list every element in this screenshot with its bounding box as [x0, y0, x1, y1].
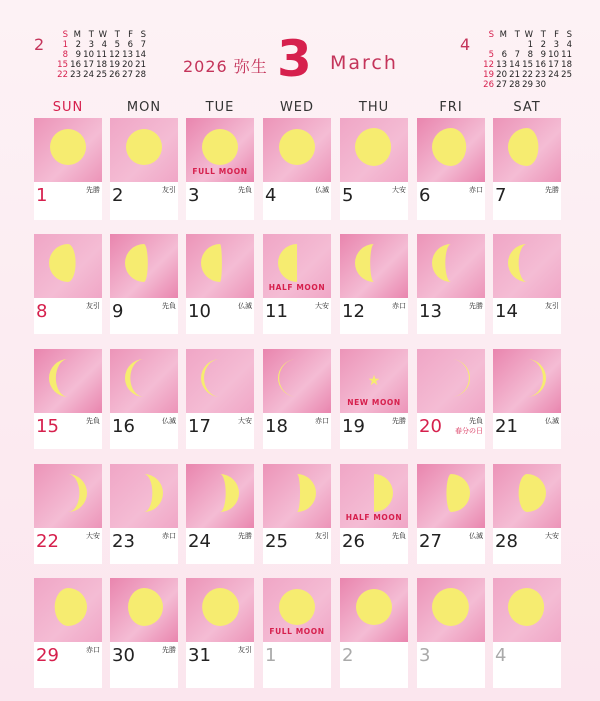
mini-day: 26 — [109, 70, 120, 80]
day-cell[interactable] — [493, 464, 561, 564]
rokuyo-label: 仏滅 — [238, 302, 252, 310]
moon-phase-icon — [125, 359, 163, 397]
moon-phase-icon — [278, 474, 316, 512]
day-number: 19 — [342, 416, 365, 437]
mini-day: 1 — [62, 40, 68, 50]
mini-day: 4 — [101, 40, 107, 50]
day-cell[interactable] — [263, 234, 331, 334]
weekday-wed: WED — [279, 100, 315, 115]
mini-dow: S — [140, 30, 146, 40]
weekday-mon: MON — [126, 100, 162, 115]
mini-day: 6 — [127, 40, 133, 50]
day-cell[interactable] — [263, 578, 331, 688]
moon-tile — [186, 464, 254, 528]
moon-phase-icon — [278, 244, 316, 282]
rokuyo-label: 友引 — [315, 532, 329, 540]
day-number: 31 — [188, 645, 211, 666]
moon-tile — [263, 578, 331, 642]
mini-day: 15 — [522, 60, 533, 70]
month-english: March — [330, 52, 398, 74]
rokuyo-label: 赤口 — [469, 186, 483, 194]
mini-day: 17 — [83, 60, 94, 70]
moon-tile — [263, 118, 331, 182]
mini-day: 15 — [57, 60, 68, 70]
weekday-header-row — [34, 100, 566, 116]
moon-tile — [340, 234, 408, 298]
moon-tile — [110, 234, 178, 298]
mini-day: 22 — [57, 70, 68, 80]
moon-tile — [493, 234, 561, 298]
mini-day: 29 — [522, 80, 533, 90]
mini-day: 12 — [109, 50, 120, 60]
moon-phase-icon — [49, 474, 87, 512]
rokuyo-label: 赤口 — [162, 532, 176, 540]
mini-day: 5 — [114, 40, 120, 50]
day-number: 16 — [112, 416, 135, 437]
mini-day: 2 — [540, 40, 546, 50]
mini-day: 27 — [122, 70, 133, 80]
moon-tile — [493, 578, 561, 642]
moon-phase-icon — [201, 474, 239, 512]
day-cell[interactable] — [263, 349, 331, 449]
rokuyo-label: 友引 — [86, 302, 100, 310]
mini-dow: T — [88, 30, 94, 40]
rokuyo-label: 赤口 — [315, 417, 329, 425]
mini-day: 3 — [88, 40, 94, 50]
moon-phase-icon — [432, 359, 470, 397]
moon-tile — [110, 349, 178, 413]
day-cell[interactable] — [186, 118, 254, 220]
moon-phase-icon — [125, 244, 163, 282]
year-kanji: 2026 弥生 — [183, 57, 268, 76]
mini-day: 9 — [75, 50, 81, 60]
moon-phase-icon — [125, 588, 163, 626]
mini-day: 4 — [566, 40, 572, 50]
moon-phase-icon — [278, 128, 316, 166]
rokuyo-label: 仏滅 — [545, 417, 559, 425]
moon-tile — [263, 349, 331, 413]
moon-phase-icon — [508, 474, 546, 512]
rokuyo-label: 仏滅 — [469, 532, 483, 540]
mini-day: 22 — [522, 70, 533, 80]
rokuyo-label: 赤口 — [392, 302, 406, 310]
mini-day: 24 — [548, 70, 559, 80]
mini-dow: M — [73, 30, 81, 40]
rokuyo-label: 赤口 — [86, 646, 100, 654]
mini-day: 26 — [483, 80, 494, 90]
day-cell[interactable] — [263, 464, 331, 564]
day-number: 29 — [36, 645, 59, 666]
rokuyo-label: 大安 — [315, 302, 329, 310]
day-cell[interactable] — [186, 234, 254, 334]
day-cell[interactable] — [493, 234, 561, 334]
day-cell[interactable] — [493, 118, 561, 220]
moon-tile — [186, 118, 254, 182]
moon-phase-icon — [49, 588, 87, 626]
day-number: 4 — [495, 645, 507, 666]
moon-phase-label: FULL MOON — [192, 167, 248, 176]
day-number: 5 — [342, 185, 354, 206]
rokuyo-label: 先勝 — [86, 186, 100, 194]
day-cell[interactable] — [34, 234, 102, 334]
moon-phase-label: HALF MOON — [345, 513, 403, 522]
day-number: 30 — [112, 645, 135, 666]
moon-phase-icon — [49, 128, 87, 166]
moon-tile — [34, 349, 102, 413]
rokuyo-label: 友引 — [162, 186, 176, 194]
rokuyo-label: 友引 — [545, 302, 559, 310]
moon-phase-icon — [432, 128, 470, 166]
rokuyo-label: 友引 — [238, 646, 252, 654]
mini-day: 11 — [561, 50, 572, 60]
day-cell[interactable] — [417, 578, 485, 688]
day-cell[interactable] — [110, 234, 178, 334]
moon-tile — [417, 234, 485, 298]
day-cell[interactable] — [340, 118, 408, 220]
moon-phase-icon — [49, 359, 87, 397]
mini-day: 28 — [135, 70, 146, 80]
mini-dow: T — [540, 30, 546, 40]
mini-dow: S — [566, 30, 572, 40]
day-number: 27 — [419, 531, 442, 552]
moon-tile — [493, 349, 561, 413]
mini-day: 21 — [509, 70, 520, 80]
moon-tile — [417, 349, 485, 413]
mini-dow: M — [499, 30, 507, 40]
day-cell[interactable] — [34, 349, 102, 449]
mini-day: 23 — [535, 70, 546, 80]
rokuyo-label: 先勝 — [545, 186, 559, 194]
moon-phase-icon — [432, 588, 470, 626]
mini-dow: W — [524, 30, 533, 40]
moon-phase-icon — [125, 474, 163, 512]
mini-day: 17 — [548, 60, 559, 70]
day-number: 24 — [188, 531, 211, 552]
moon-tile — [34, 578, 102, 642]
mini-day: 9 — [540, 50, 546, 60]
day-number: 13 — [419, 301, 442, 322]
day-number: 15 — [36, 416, 59, 437]
moon-phase-icon — [508, 588, 546, 626]
moon-tile — [186, 349, 254, 413]
rokuyo-label: 大安 — [545, 532, 559, 540]
moon-phase-icon — [508, 128, 546, 166]
moon-phase-icon — [355, 588, 393, 626]
moon-tile — [110, 578, 178, 642]
day-number: 11 — [265, 301, 288, 322]
rokuyo-label: 先勝 — [162, 646, 176, 654]
day-number: 14 — [495, 301, 518, 322]
moon-tile — [110, 464, 178, 528]
day-number: 18 — [265, 416, 288, 437]
moon-phase-label: FULL MOON — [269, 627, 325, 636]
rokuyo-label: 大安 — [392, 186, 406, 194]
mini-day: 20 — [122, 60, 133, 70]
day-number: 3 — [188, 185, 200, 206]
rokuyo-label: 先勝 — [392, 417, 406, 425]
moon-tile — [263, 234, 331, 298]
rokuyo-label: 先勝 — [238, 532, 252, 540]
moon-phase-icon — [508, 359, 546, 397]
mini-day: 8 — [527, 50, 533, 60]
day-number: 22 — [36, 531, 59, 552]
weekday-thu: THU — [358, 100, 390, 115]
moon-tile — [417, 118, 485, 182]
mini-day: 19 — [483, 70, 494, 80]
moon-phase-icon — [355, 359, 393, 397]
calendar-header — [0, 30, 600, 96]
day-number: 20 — [419, 416, 442, 437]
day-cell[interactable] — [340, 578, 408, 688]
weekday-fri: FRI — [439, 100, 463, 115]
mini-day: 12 — [483, 60, 494, 70]
moon-tile — [186, 234, 254, 298]
day-number: 7 — [495, 185, 507, 206]
day-cell[interactable] — [493, 349, 561, 449]
mini-day: 7 — [514, 50, 520, 60]
day-number: 17 — [188, 416, 211, 437]
moon-tile — [493, 464, 561, 528]
day-number: 1 — [36, 185, 48, 206]
day-cell[interactable] — [340, 349, 408, 449]
moon-tile — [34, 234, 102, 298]
rokuyo-label: 仏滅 — [315, 186, 329, 194]
mini-day: 10 — [548, 50, 559, 60]
moon-phase-icon — [508, 244, 546, 282]
day-number: 3 — [419, 645, 431, 666]
mini-dow: W — [98, 30, 107, 40]
day-cell[interactable] — [110, 118, 178, 220]
mini-day: 27 — [496, 80, 507, 90]
moon-phase-icon — [432, 474, 470, 512]
day-number: 2 — [112, 185, 124, 206]
mini-day: 6 — [501, 50, 507, 60]
day-number: 10 — [188, 301, 211, 322]
moon-phase-icon — [201, 588, 239, 626]
day-cell[interactable] — [493, 578, 561, 688]
day-cell[interactable] — [186, 349, 254, 449]
weekday-sat: SAT — [513, 100, 541, 115]
day-cell[interactable] — [340, 464, 408, 564]
moon-phase-label: HALF MOON — [268, 283, 326, 292]
rokuyo-label: 先負 — [162, 302, 176, 310]
mini-day: 11 — [96, 50, 107, 60]
mini-day: 16 — [70, 60, 81, 70]
moon-phase-icon — [355, 128, 393, 166]
moon-tile — [340, 349, 408, 413]
moon-tile — [34, 118, 102, 182]
mini-prev-month: 2 — [34, 35, 45, 54]
day-number: 12 — [342, 301, 365, 322]
moon-tile — [263, 464, 331, 528]
mini-day: 16 — [535, 60, 546, 70]
moon-phase-icon — [355, 244, 393, 282]
rokuyo-label: 先負 — [469, 417, 483, 425]
mini-dow: S — [62, 30, 68, 40]
day-number: 23 — [112, 531, 135, 552]
day-cell[interactable] — [34, 464, 102, 564]
mini-day: 13 — [496, 60, 507, 70]
day-number: 1 — [265, 645, 277, 666]
day-cell[interactable] — [417, 234, 485, 334]
day-number: 25 — [265, 531, 288, 552]
rokuyo-label: 仏滅 — [162, 417, 176, 425]
moon-tile — [340, 118, 408, 182]
mini-day: 7 — [140, 40, 146, 50]
day-cell[interactable] — [417, 464, 485, 564]
rokuyo-label: 先勝 — [469, 302, 483, 310]
day-cell[interactable] — [263, 118, 331, 220]
day-number: 4 — [265, 185, 277, 206]
day-number: 8 — [36, 301, 48, 322]
rokuyo-label: 先負 — [86, 417, 100, 425]
moon-tile — [110, 118, 178, 182]
mini-day: 24 — [83, 70, 94, 80]
mini-next-month: 4 — [460, 35, 471, 54]
day-number: 6 — [419, 185, 431, 206]
day-number: 26 — [342, 531, 365, 552]
moon-tile — [493, 118, 561, 182]
holiday-label: 春分の日 — [455, 427, 483, 435]
day-cell[interactable] — [34, 118, 102, 220]
moon-tile — [186, 578, 254, 642]
rokuyo-label: 大安 — [86, 532, 100, 540]
mini-dow: F — [554, 30, 559, 40]
moon-phase-icon — [201, 244, 239, 282]
day-cell[interactable] — [110, 578, 178, 688]
mini-day: 20 — [496, 70, 507, 80]
moon-phase-icon — [201, 359, 239, 397]
mini-day: 18 — [561, 60, 572, 70]
day-number: 21 — [495, 416, 518, 437]
mini-dow: F — [128, 30, 133, 40]
day-number: 2 — [342, 645, 354, 666]
rokuyo-label: 大安 — [238, 417, 252, 425]
mini-day: 2 — [75, 40, 81, 50]
moon-phase-icon — [432, 244, 470, 282]
mini-day: 19 — [109, 60, 120, 70]
day-number: 28 — [495, 531, 518, 552]
day-cell[interactable] — [110, 349, 178, 449]
mini-day: 1 — [527, 40, 533, 50]
day-cell[interactable] — [34, 578, 102, 688]
mini-dow: T — [514, 30, 520, 40]
mini-day: 13 — [122, 50, 133, 60]
day-cell[interactable] — [340, 234, 408, 334]
mini-day: 28 — [509, 80, 520, 90]
day-cell[interactable] — [417, 118, 485, 220]
new-moon-star-icon: ★ — [367, 373, 381, 389]
moon-phase-icon — [125, 128, 163, 166]
moon-tile — [340, 578, 408, 642]
moon-phase-icon — [355, 474, 393, 512]
day-cell[interactable] — [186, 578, 254, 688]
mini-day: 3 — [553, 40, 559, 50]
mini-day: 25 — [561, 70, 572, 80]
rokuyo-label: 先負 — [392, 532, 406, 540]
mini-day: 30 — [535, 80, 546, 90]
mini-day: 14 — [509, 60, 520, 70]
moon-tile — [417, 578, 485, 642]
moon-phase-icon — [49, 244, 87, 282]
moon-phase-label: NEW MOON — [347, 398, 401, 407]
moon-phase-icon — [201, 128, 239, 166]
day-cell[interactable] — [417, 349, 485, 449]
mini-day: 10 — [83, 50, 94, 60]
mini-day: 5 — [488, 50, 494, 60]
mini-day: 8 — [62, 50, 68, 60]
month-number: 3 — [277, 30, 312, 88]
rokuyo-label: 先負 — [238, 186, 252, 194]
mini-day: 25 — [96, 70, 107, 80]
moon-tile — [34, 464, 102, 528]
moon-phase-icon — [278, 359, 316, 397]
moon-phase-icon — [278, 588, 316, 626]
mini-dow: S — [488, 30, 494, 40]
moon-tile — [417, 464, 485, 528]
weekday-sun: SUN — [52, 100, 84, 115]
mini-day: 18 — [96, 60, 107, 70]
moon-tile — [340, 464, 408, 528]
mini-dow: T — [114, 30, 120, 40]
mini-day: 21 — [135, 60, 146, 70]
day-number: 9 — [112, 301, 124, 322]
day-cell[interactable] — [110, 464, 178, 564]
day-cell[interactable] — [186, 464, 254, 564]
mini-day: 14 — [135, 50, 146, 60]
weekday-tue: TUE — [205, 100, 235, 115]
mini-day: 23 — [70, 70, 81, 80]
